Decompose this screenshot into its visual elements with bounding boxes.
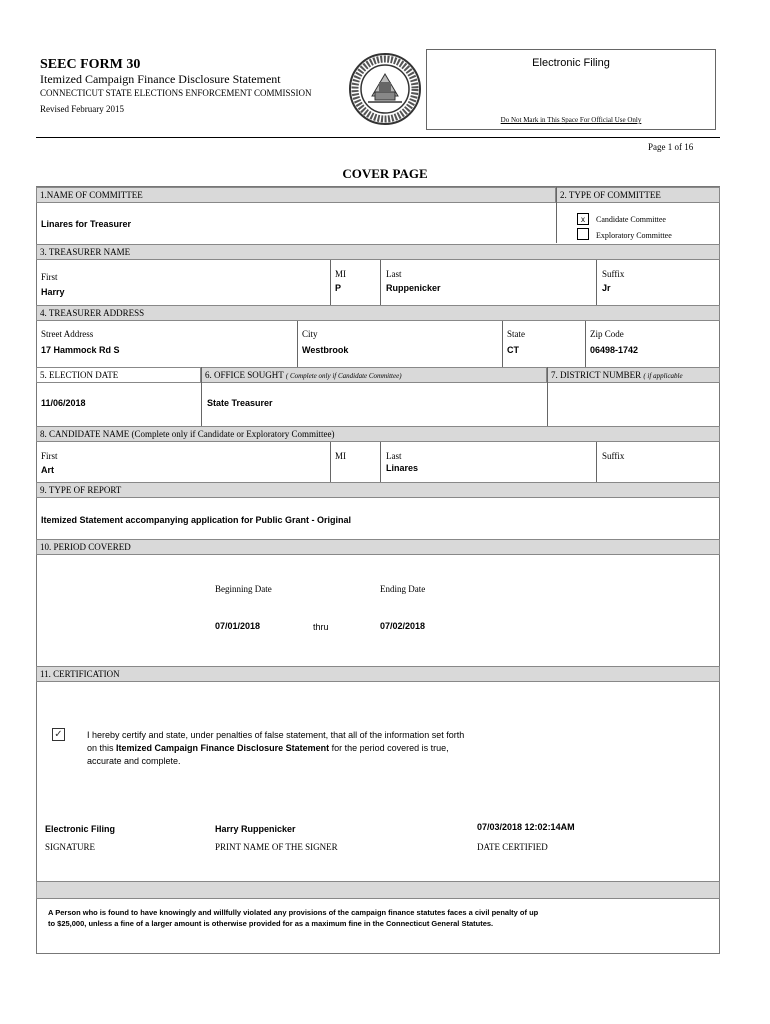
zip-value[interactable]: 06498-1742: [590, 345, 639, 355]
certification-checkbox[interactable]: ✓: [52, 728, 65, 741]
electronic-filing-title: Electronic Filing: [532, 57, 610, 69]
thru-text: thru: [313, 622, 329, 632]
section-8-header: 8. CANDIDATE NAME (Complete only if Candidate or Exploratory Committee): [36, 426, 720, 442]
treasurer-last-label: Last: [386, 269, 402, 279]
committee-name-value[interactable]: Linares for Treasurer: [41, 219, 132, 229]
zip-label: Zip Code: [590, 329, 624, 339]
certification-line-1: I hereby certify and state, under penalties of false statement, that all of the information set forth: [87, 730, 465, 740]
treasurer-last-value[interactable]: Ruppenicker: [386, 283, 441, 293]
state-label: State: [507, 329, 525, 339]
section-7-header: [547, 367, 720, 383]
date-certified-value[interactable]: 07/03/2018 12:02:14AM: [477, 822, 575, 832]
certification-statement-name: Itemized Campaign Finance Disclosure Statement: [116, 743, 330, 753]
penalty-notice-line-1: A Person who is found to have knowingly and willfully violated any provisions of the campaign finance statutes faces a civil penalty of up: [48, 908, 539, 917]
section-9-header: 9. TYPE OF REPORT: [36, 482, 720, 498]
district-number-note: ( if applicable: [643, 372, 683, 380]
candidate-suffix-label: Suffix: [602, 451, 625, 461]
exploratory-committee-label: Exploratory Committee: [596, 231, 672, 240]
certification-line-2-pre: on this: [87, 743, 117, 753]
city-value[interactable]: Westbrook: [302, 345, 349, 355]
candidate-mi-label: MI: [335, 451, 346, 461]
district-number-label: 7. DISTRICT NUMBER: [551, 370, 642, 380]
certification-line-2-post: for the period covered is true,: [329, 743, 449, 753]
report-type-value[interactable]: Itemized Statement accompanying application for Public Grant - Original: [41, 515, 352, 525]
date-certified-label: DATE CERTIFIED: [477, 842, 548, 852]
section-6-header: [201, 367, 547, 383]
treasurer-first-label: First: [41, 272, 58, 282]
signature-label: SIGNATURE: [45, 842, 96, 852]
section-4-header: 4. TREASURER ADDRESS: [36, 305, 720, 321]
section-1-header: 1.NAME OF COMMITTEE: [36, 187, 556, 203]
ending-date-value[interactable]: 07/02/2018: [380, 621, 426, 631]
certification-line-3: accurate and complete.: [87, 756, 181, 766]
candidate-last-label: Last: [386, 451, 402, 461]
form-title: SEEC FORM 30: [40, 57, 141, 72]
candidate-committee-checkbox[interactable]: x: [577, 213, 589, 225]
penalty-notice-line-2: to $25,000, unless a fine of a larger amount is otherwise provided for as a maximum fine in the Connecticut General Statutes.: [48, 919, 494, 928]
treasurer-suffix-label: Suffix: [602, 269, 625, 279]
signer-name-label: PRINT NAME OF THE SIGNER: [215, 842, 338, 852]
beginning-date-value[interactable]: 07/01/2018: [215, 621, 261, 631]
section-5-header: [36, 367, 201, 383]
election-date-value[interactable]: 11/06/2018: [41, 398, 86, 408]
office-sought-note: ( Complete only if Candidate Committee): [285, 372, 402, 380]
election-date-label: 5. ELECTION DATE: [40, 370, 119, 380]
candidate-first-label: First: [41, 451, 58, 461]
beginning-date-label: Beginning Date: [215, 584, 272, 594]
state-value[interactable]: CT: [507, 345, 519, 355]
official-use-note: Do Not Mark in This Space For Official Use Only: [500, 116, 642, 124]
treasurer-mi-label: MI: [335, 269, 346, 279]
form-subtitle: Itemized Campaign Finance Disclosure Statement: [40, 72, 281, 86]
office-sought-value[interactable]: State Treasurer: [207, 398, 273, 408]
electronic-filing-box: [426, 49, 716, 130]
form-frame: [36, 186, 720, 954]
treasurer-first-value[interactable]: Harry: [41, 287, 65, 297]
revised-date: Revised February 2015: [40, 104, 124, 114]
section-2-header: 2. TYPE OF COMMITTEE: [556, 187, 720, 203]
signature-value[interactable]: Electronic Filing: [45, 824, 116, 834]
ending-date-label: Ending Date: [380, 584, 426, 594]
section-3-header: 3. TREASURER NAME: [36, 244, 720, 260]
treasurer-suffix-value[interactable]: Jr: [602, 283, 611, 293]
section-11-header: 11. CERTIFICATION: [36, 666, 720, 682]
street-value[interactable]: 17 Hammock Rd S: [41, 345, 120, 355]
street-label: Street Address: [41, 329, 94, 339]
treasurer-mi-value[interactable]: P: [335, 283, 342, 293]
candidate-first-value[interactable]: Art: [41, 465, 54, 475]
cover-page-title: COVER PAGE: [342, 166, 428, 181]
separator-bar: [36, 881, 720, 899]
candidate-committee-label: Candidate Committee: [596, 215, 666, 224]
certification-line-2: [87, 743, 449, 753]
candidate-last-value[interactable]: Linares: [386, 463, 419, 473]
section-10-header: 10. PERIOD COVERED: [36, 539, 720, 555]
agency-name: CONNECTICUT STATE ELECTIONS ENFORCEMENT COMMISSION: [40, 88, 312, 98]
signer-name-value[interactable]: Harry Ruppenicker: [215, 824, 296, 834]
state-seal: [348, 52, 422, 126]
page-indicator: Page 1 of 16: [648, 142, 694, 152]
office-sought-label: 6. OFFICE SOUGHT: [205, 370, 284, 380]
exploratory-committee-checkbox[interactable]: [577, 228, 589, 240]
city-label: City: [302, 329, 318, 339]
